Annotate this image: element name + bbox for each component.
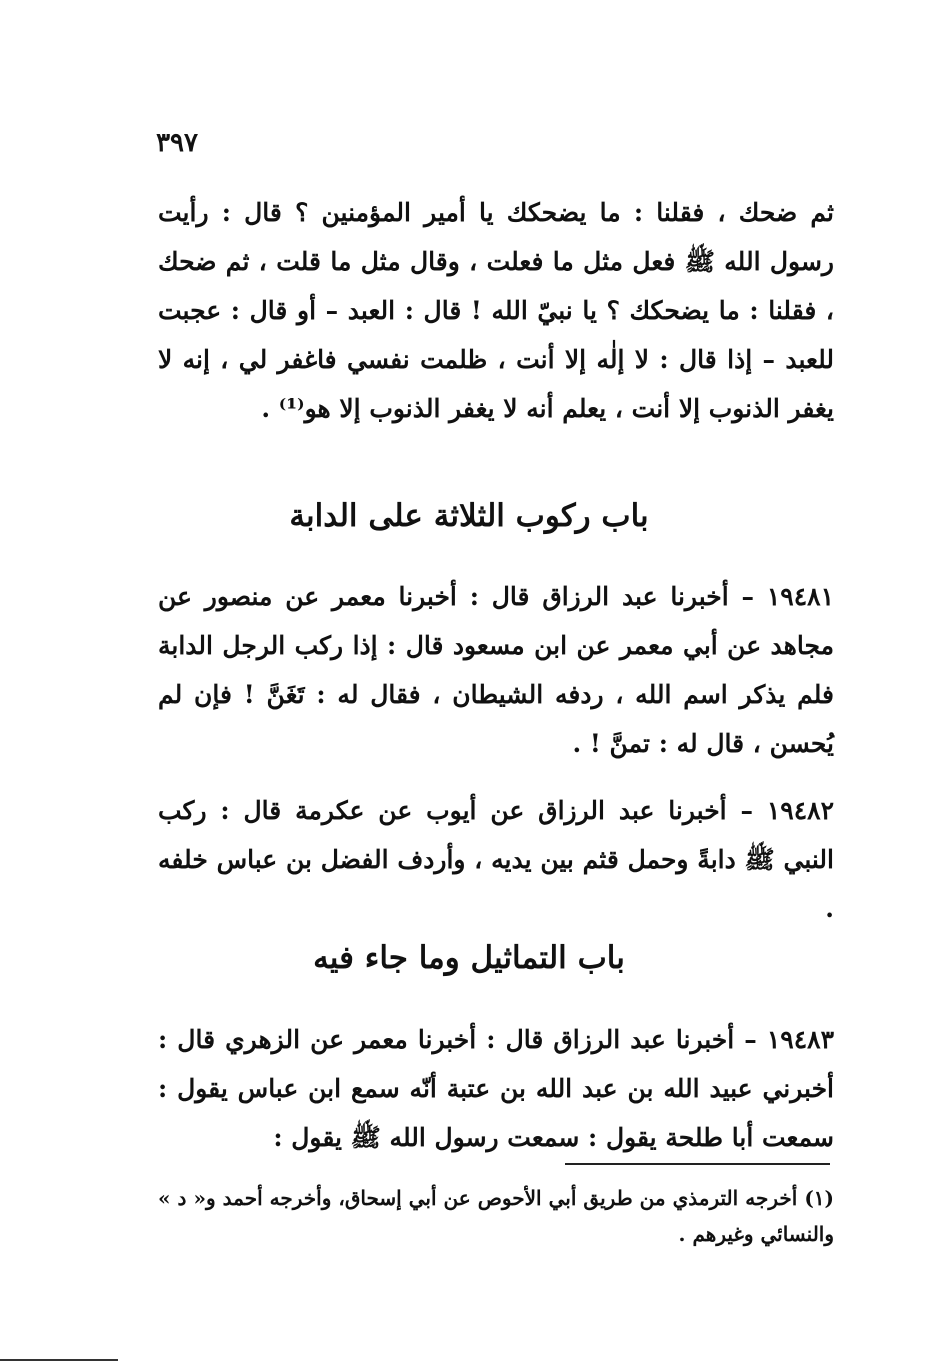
page-number: ٣٩٧	[156, 128, 198, 158]
paragraph-continuation	[158, 188, 834, 433]
hadith-19482	[158, 786, 834, 933]
paragraph-text: ١٩٤٨١ – أخبرنا عبد الرزاق قال : أخبرنا معمر عن منصور عن مجاهد عن أبي معمر عن ابن مسعود قال : إذا ركب الرجل الدابة فلم يذكر اسم الله ، ردفه الشيطان ، فقال له : تَغَنَّ ! فإن لم يُحسن ، قال له : تمنَّ ! .	[158, 582, 834, 758]
paragraph-text: ١٩٤٨٢ – أخبرنا عبد الرزاق عن أيوب عن عكرمة قال : ركب النبي ﷺ دابةً وحمل قثم بين يديه ، وأردف الفضل بن عباس خلفه .	[158, 796, 834, 923]
chapter-heading-statues: باب التماثيل وما جاء فيه	[313, 940, 625, 976]
paragraph-text: ثم ضحك ، فقلنا : ما يضحكك يا أمير المؤمنين ؟ قال : رأيت رسول الله ﷺ فعل مثل ما فعلت ، وقال مثل ما قلت ، ثم ضحك ، فقلنا : ما يضحكك ؟ يا نبيّ الله ! قال : العبد – أو قال : عجبت للعبد – إذا قال : لا إلٰه إلا أنت ، ظلمت نفسي فاغفر لي ، إنه لا يغفر الذنوب إلا أنت ، يعلم أنه لا يغفر الذنوب إلا هو⁽¹⁾ .	[158, 198, 834, 423]
footnote-divider	[565, 1163, 830, 1165]
footnote-text: (١) أخرجه الترمذي من طريق أبي الأحوص عن أبي إسحاق، وأخرجه أحمد و« د » والنسائي وغيرهم .	[158, 1186, 834, 1246]
chapter-heading-riding: باب ركوب الثلاثة على الدابة	[289, 498, 649, 534]
hadith-19481	[158, 572, 834, 768]
hadith-19483	[158, 1015, 834, 1162]
paragraph-text: ١٩٤٨٣ – أخبرنا عبد الرزاق قال : أخبرنا معمر عن الزهري قال : أخبرني عبيد الله بن عبد الله بن عتبة أنّه سمع ابن عباس يقول : سمعت أبا طلحة يقول : سمعت رسول الله ﷺ يقول :	[158, 1025, 834, 1152]
scan-edge-line	[0, 1359, 118, 1361]
footnote	[158, 1180, 834, 1252]
